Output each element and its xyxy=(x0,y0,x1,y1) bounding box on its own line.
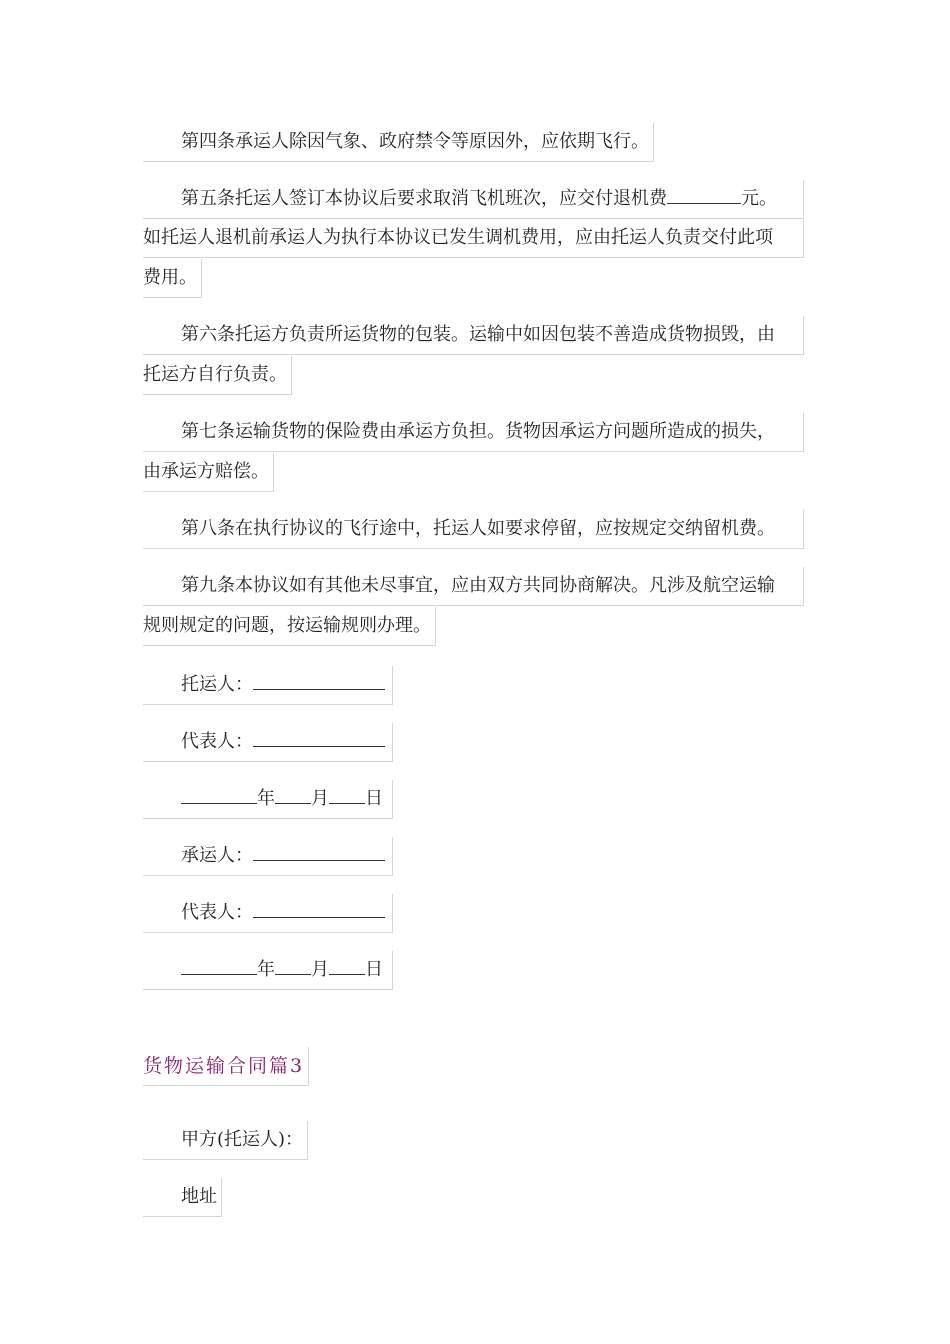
article-5-line-2: 如托运人退机前承运人为执行本协议已发生调机费用，应由托运人负责交付此项 xyxy=(143,219,804,258)
date-2 xyxy=(143,950,393,990)
article-5 xyxy=(143,180,804,298)
day-blank-2 xyxy=(329,974,365,975)
refund-fee-blank xyxy=(667,203,741,204)
shipper-signature xyxy=(143,665,393,705)
article-9-line-2: 规则规定的问题，按运输规则办理。 xyxy=(143,607,436,646)
date-2-line: 年 月 日 xyxy=(143,951,393,990)
article-4 xyxy=(143,122,654,162)
shipper-line: 托运人： xyxy=(143,666,393,705)
date-1 xyxy=(143,779,393,819)
address xyxy=(143,1177,222,1217)
article-5-line-3: 费用。 xyxy=(143,259,202,298)
year-blank-2 xyxy=(181,974,257,975)
section-3-heading-line: 货物运输合同篇3 xyxy=(143,1047,309,1086)
article-7-line-2: 由承运方赔偿。 xyxy=(143,453,274,492)
article-9-line-1: 第九条本协议如有其他未尽事宜，应由双方共同协商解决。凡涉及航空运输 xyxy=(143,567,804,606)
date-1-line: 年 月 日 xyxy=(143,780,393,819)
rep1-signature xyxy=(143,722,393,762)
shipper-blank xyxy=(253,689,385,690)
party-a xyxy=(143,1120,308,1160)
rep2-line: 代表人： xyxy=(143,894,393,933)
article-7 xyxy=(143,413,804,492)
article-4-line: 第四条承运人除因气象、政府禁令等原因外，应依期飞行。 xyxy=(143,123,654,162)
article-5-line-1: 第五条托运人签订本协议后要求取消飞机班次，应交付退机费 元。 xyxy=(143,180,804,219)
rep1-blank xyxy=(253,746,385,747)
article-6 xyxy=(143,316,804,395)
rep2-blank xyxy=(253,917,385,918)
address-line: 地址 xyxy=(143,1178,222,1217)
month-blank-2 xyxy=(275,974,311,975)
carrier-blank xyxy=(253,860,385,861)
rep2-signature xyxy=(143,893,393,933)
carrier-line: 承运人： xyxy=(143,837,393,876)
year-blank-1 xyxy=(181,803,257,804)
carrier-signature xyxy=(143,836,393,876)
month-blank-1 xyxy=(275,803,311,804)
article-7-line-1: 第七条运输货物的保险费由承运方负担。货物因承运方问题所造成的损失， xyxy=(143,413,804,452)
article-8-line: 第八条在执行协议的飞行途中，托运人如要求停留，应按规定交纳留机费。 xyxy=(143,510,804,549)
section-3-heading xyxy=(143,1047,309,1086)
article-6-line-2: 托运方自行负责。 xyxy=(143,356,292,395)
article-6-line-1: 第六条托运方负责所运货物的包装。运输中如因包装不善造成货物损毁，由 xyxy=(143,316,804,355)
rep1-line: 代表人： xyxy=(143,723,393,762)
party-a-line: 甲方(托运人)： xyxy=(143,1121,308,1160)
day-blank-1 xyxy=(329,803,365,804)
article-8 xyxy=(143,510,804,549)
article-9 xyxy=(143,567,804,646)
